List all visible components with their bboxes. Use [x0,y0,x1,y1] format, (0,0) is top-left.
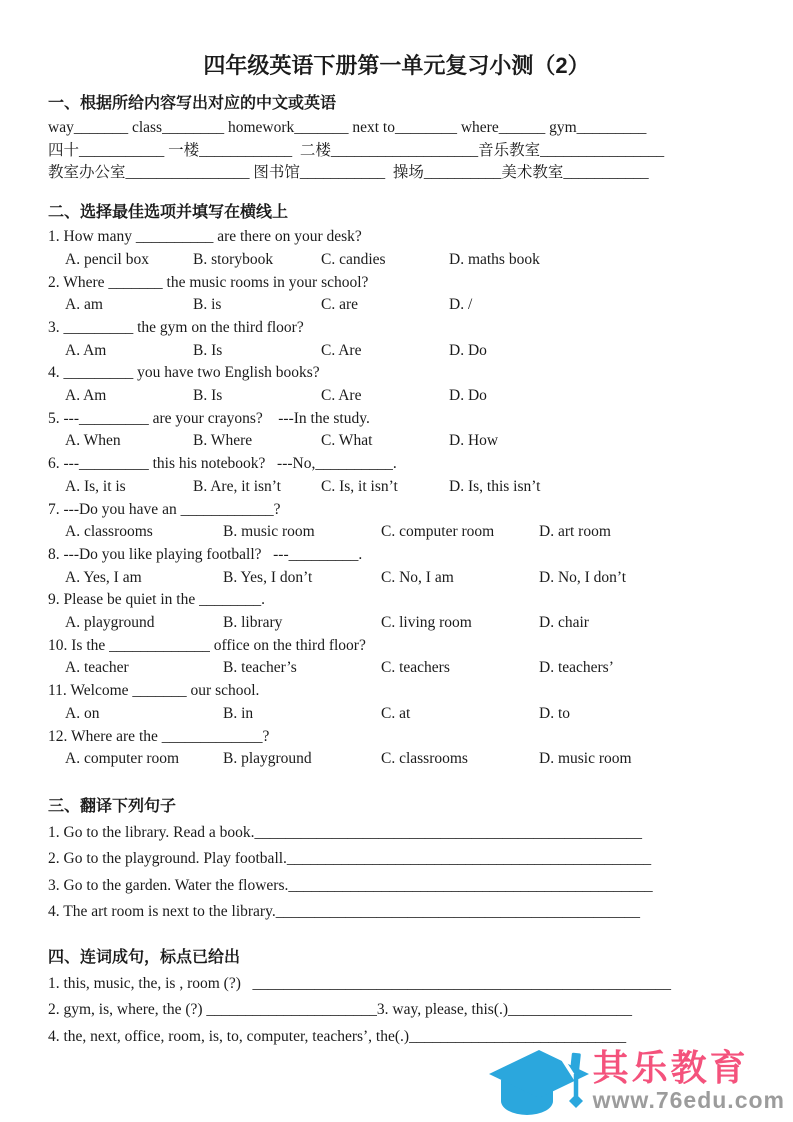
options-row [48,476,678,499]
option-b: B. storybook [193,250,274,268]
option-c: C. computer room [381,523,495,541]
section-translate [48,797,678,926]
option-c: C. Are [321,341,362,359]
question-text: 8. ---Do you like playing football? ---_________. [48,545,363,563]
section-translate-heading: 三、翻译下列句子 [48,797,177,815]
options-row [48,612,678,635]
graduation-cap-icon [487,1044,591,1122]
question-4 [48,362,678,407]
question-text: 4. _________ you have two English books? [48,364,320,382]
option-c: C. living room [381,614,472,632]
vocab-line: way_______ class________ homework_______ next to________ where______ gym_________ [48,119,647,136]
vocab-line: 四十___________ 一楼____________ 二楼___________________音乐教室________________ [48,141,665,159]
options-row [48,748,678,771]
option-b: B. in [223,704,254,722]
option-c: C. No, I am [381,568,454,586]
option-d: D. How [449,432,499,450]
option-a: A. pencil box [65,250,149,268]
option-d: D. maths book [449,250,540,268]
option-d: D. teachers’ [539,659,614,677]
vocab-line: 教室办公室________________ 图书馆___________ 操场__________美术教室___________ [48,164,649,182]
option-b: B. Is [193,341,223,359]
option-b: B. Is [193,387,223,405]
option-d: D. No, I don’t [539,568,627,586]
option-b: B. teacher’s [223,659,297,677]
question-text: 11. Welcome _______ our school. [48,682,260,700]
option-b: B. Where [193,432,253,450]
option-c: C. classrooms [381,750,468,768]
option-b: B. Are, it isn’t [193,477,281,495]
question-12 [48,726,678,771]
translate-line: 2. Go to the playground. Play football._______________________________________________ [48,850,652,868]
option-d: D. chair [539,614,589,632]
option-d: D. Do [449,341,487,359]
question-8 [48,544,678,589]
question-text: 12. Where are the _____________? [48,727,270,745]
options-row [48,249,678,272]
options-row [48,521,678,544]
option-b: B. music room [223,523,315,541]
option-b: B. is [193,296,222,314]
question-3 [48,317,678,362]
option-c: C. Are [321,387,362,405]
option-c: C. are [321,296,359,314]
option-c: C. Is, it isn’t [321,477,398,495]
question-text: 1. How many __________ are there on your desk? [48,228,362,246]
option-a: A. When [65,432,121,450]
option-a: A. Is, it is [65,477,126,495]
order-line: 2. gym, is, where, the (?) ______________________3. way, please, this(.)________________ [48,1001,633,1019]
option-d: D. Is, this isn’t [449,477,541,495]
section-order [48,948,678,1051]
option-a: A. computer room [65,750,180,768]
question-9 [48,589,678,634]
order-line: 4. the, next, office, room, is, to, computer, teachers’, the(.)____________________________ [48,1027,627,1045]
options-row [48,703,678,726]
options-row [48,657,678,680]
brand-logo [487,1040,785,1122]
option-d: D. Do [449,387,487,405]
option-c: C. at [381,704,411,722]
option-a: A. Yes, I am [65,568,142,586]
question-text: 5. ---_________ are your crayons? ---In the study. [48,409,370,427]
section-choice [48,203,678,771]
question-5 [48,408,678,453]
section-choice-heading: 二、选择最佳选项并填写在横线上 [48,204,289,222]
option-a: A. Am [65,387,107,405]
options-row [48,340,678,363]
translate-line: 1. Go to the library. Read a book.__________________________________________________ [48,823,642,841]
page-title: 四年级英语下册第一单元复习小测（2） [203,53,590,78]
option-a: A. am [65,296,103,314]
brand-name: 其乐教育 [592,1047,749,1088]
brand-url: www.76edu.com [592,1087,785,1113]
option-d: D. art room [539,523,611,541]
option-c: C. teachers [381,659,450,677]
option-a: A. on [65,704,100,722]
option-b: B. playground [223,750,312,768]
question-text: 2. Where _______ the music rooms in your school? [48,273,369,291]
order-line: 1. this, music, the, is , room (?) ______________________________________________________ [48,974,671,992]
question-text: 9. Please be quiet in the ________. [48,591,265,609]
translate-line: 3. Go to the garden. Water the flowers._______________________________________________ [48,876,653,894]
translate-line: 4. The art room is next to the library._______________________________________________ [48,903,640,921]
option-b: B. library [223,614,283,632]
section-vocab-heading: 一、根据所给内容写出对应的中文或英语 [48,95,337,112]
option-a: A. Am [65,341,107,359]
question-text: 10. Is the _____________ office on the third floor? [48,636,366,654]
question-text: 6. ---_________ this his notebook? ---No,__________. [48,455,397,473]
question-text: 7. ---Do you have an ____________? [48,500,281,518]
option-a: A. teacher [65,659,129,677]
question-10 [48,635,678,680]
question-11 [48,680,678,725]
options-row [48,430,678,453]
option-b: B. Yes, I don’t [223,568,313,586]
brand-text-block [593,1049,785,1113]
question-6 [48,453,678,498]
option-d: D. / [449,296,473,314]
option-a: A. playground [65,614,155,632]
option-a: A. classrooms [65,523,153,541]
option-c: C. candies [321,250,386,268]
section-vocab [48,94,678,185]
options-row [48,294,678,317]
option-d: D. to [539,704,570,722]
section-order-heading: 四、连词成句，标点已给出 [48,948,241,966]
option-c: C. What [321,432,373,450]
options-row [48,567,678,590]
question-2 [48,272,678,317]
options-row [48,385,678,408]
question-7 [48,499,678,544]
question-text: 3. _________ the gym on the third floor? [48,318,304,336]
question-1 [48,226,678,271]
option-d: D. music room [539,750,632,768]
